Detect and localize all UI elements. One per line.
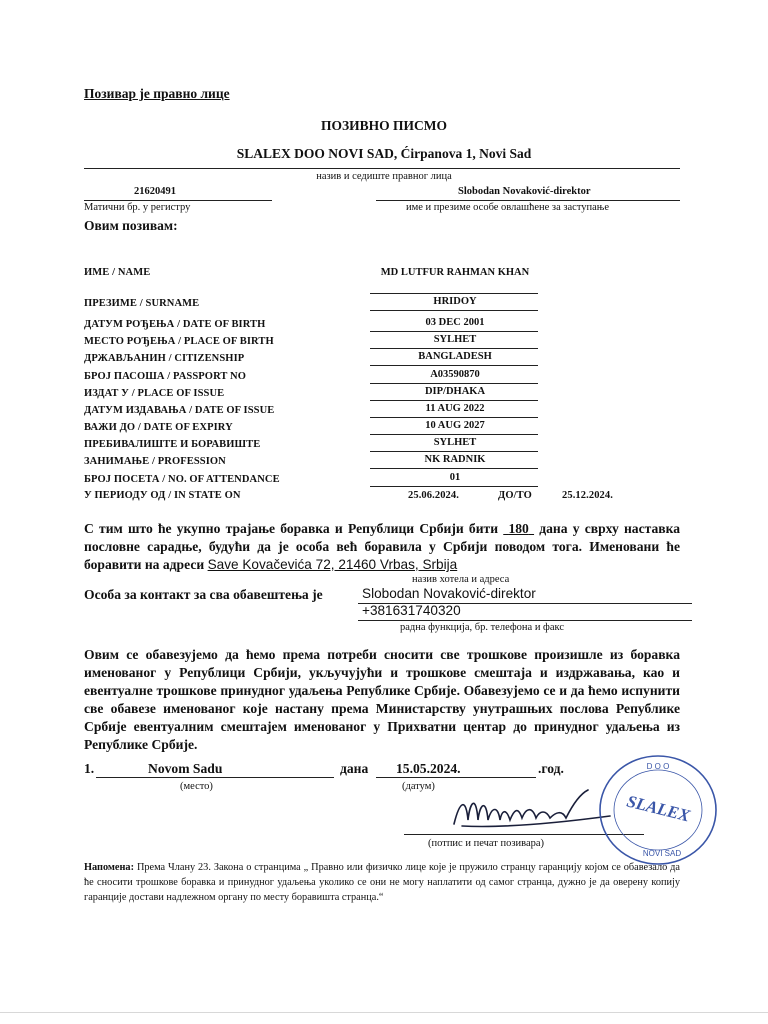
registry-rule [84,200,272,201]
field-rule [370,331,538,332]
field-label: ИМЕ / NAME [84,267,151,278]
year-suffix: .год. [538,761,564,776]
field-rule [370,451,538,452]
contact-phone: +381631740320 [362,603,461,618]
period-to: 25.12.2024. [562,490,613,501]
place-rule [96,777,334,778]
stay-text-1: С тим што ће укупно трајање боравка и Републици Србији бити [84,521,499,536]
company-stamp [596,752,720,868]
field-label: ВАЖИ ДО / DATE OF EXPIRY [84,422,233,433]
signature-image [440,780,620,840]
field-rule [370,293,538,294]
caller-type: Позивар је правно лице [84,86,230,101]
period-to-label: ДО/ТО [498,490,532,501]
field-rule [370,417,538,418]
place-caption: (место) [180,781,213,792]
field-rule [370,486,538,487]
field-label: ПРЕЗИМЕ / SURNAME [84,298,200,309]
date-rule [376,777,536,778]
contact-caption: радна функција, бр. телефона и факс [400,622,565,633]
field-value: 01 [449,472,461,483]
field-label: БРОЈ ПАСОША / PASSPORT NO [84,371,246,382]
representative-name: Slobodan Novaković-direktor [458,186,591,197]
stamp-bottom-text: NOVI SAD [642,849,682,858]
stay-days: 180 [508,521,529,536]
field-label: МЕСТО РОЂЕЊА / PLACE OF BIRTH [84,336,274,347]
legal-note [84,860,680,905]
phone-rule [358,620,692,621]
date-caption: (датум) [402,781,435,792]
scan-edge [0,1012,768,1013]
field-rule [370,400,538,401]
signing-place: Novom Sadu [148,761,223,776]
field-value: HRIDOY [433,296,477,307]
field-rule [370,468,538,469]
note-label: Напомена: [84,862,135,873]
document-title: ПОЗИВНО ПИСМО [320,118,447,133]
note-text: Према Члану 23. Закона о странцима „ Правно или физичко лице које је пружило странцу гаранцију којом се обавезало да ће сносити трошкове боравка и принудног удаљења уколико се они не могу наплатити од самог странца, дужно је да оверену копију гаранције достави надлежном органу по месту боравишта странца.“ [84,862,680,903]
field-label: ДАТУМ РОЂЕЊА / DATE OF BIRTH [84,319,266,330]
field-value: DIP/DHAKA [424,386,486,397]
address-label: Именовани ће боравити на адреси [84,539,680,572]
signing-prefix: 1. [84,761,95,776]
period-from: 25.06.2024. [408,490,459,501]
field-value: 10 AUG 2027 [425,420,485,431]
company-caption: назив и седиште правног лица [316,171,452,182]
field-value: BANGLADESH [418,351,492,362]
invite-intro: Овим позивам: [84,218,178,233]
field-value: MD LUTFUR RAHMAN KHAN [380,267,530,278]
signing-date: 15.05.2024. [396,761,461,776]
address-value: Save Kovačevića 72, 21460 Vrbas, Srbija [207,557,458,572]
field-value: 11 AUG 2022 [425,403,485,414]
contact-person: Slobodan Novaković-direktor [362,586,536,601]
field-rule [370,383,538,384]
representative-caption: име и презиме особе овлашћене за заступање [406,202,610,213]
field-rule [370,434,538,435]
field-rule [370,348,538,349]
stay-text-2: дана у сврху наставка пословне сарадње, будући да је особа већ боравила у Србији поводом тога. [84,521,681,554]
registry-number: 21620491 [134,186,176,197]
field-label: БРОЈ ПОСЕТА / NO. OF ATTENDANCE [84,474,280,485]
field-label: ЗАНИМАЊЕ / PROFESSION [84,456,226,467]
field-value: NK RADNIK [424,454,486,465]
field-value: A03590870 [430,369,480,380]
obligation-paragraph: Овим се обавезујемо да ћемо према потреби сносити све трошкове произишле из боравка именованог у Републици Србији, укључујући и трошкове смештаја и издржавања, као и евентуалне трошкове принудног удаљења Републике Србије. Обавезујемо се и да ћемо испунити све обавезе именованог које настану према Министарству унутрашњих послова Републике Србије евентуалним смештајем именованог у Прихватни центар до принудног удаљења из Републике Србије. [84,647,680,752]
field-label: ДРЖАВЉАНИН / CITIZENSHIP [84,353,245,364]
stay-paragraph [84,520,680,574]
stamp-top-text: D O O [646,762,670,771]
field-value: 03 DEC 2001 [425,317,485,328]
field-label: ДАТУМ ИЗДАВАЊА / DATE OF ISSUE [84,405,275,416]
period-label: У ПЕРИОДУ ОД / IN STATE ON [84,490,241,501]
field-label: ИЗДАТ У / PLACE OF ISSUE [84,388,225,399]
representative-rule [376,200,680,201]
field-value: SYLHET [433,334,477,345]
day-label: дана [340,761,369,776]
registry-caption: Матични бр. у регистру [84,202,191,213]
field-rule [370,310,538,311]
address-caption: назив хотела и адреса [412,574,510,585]
company-name: SLALEX DOO NOVI SAD, Ćirpanova 1, Novi Sad [236,146,532,161]
company-rule [84,168,680,169]
signature-caption: (потпис и печат позивара) [428,838,545,849]
stamp-center-text: SLALEX [624,791,692,826]
field-label: ПРЕБИВАЛИШТЕ И БОРАВИШТЕ [84,439,261,450]
contact-label: Особа за контакт за сва обавештења је [84,587,323,602]
field-rule [370,365,538,366]
field-value: SYLHET [433,437,477,448]
